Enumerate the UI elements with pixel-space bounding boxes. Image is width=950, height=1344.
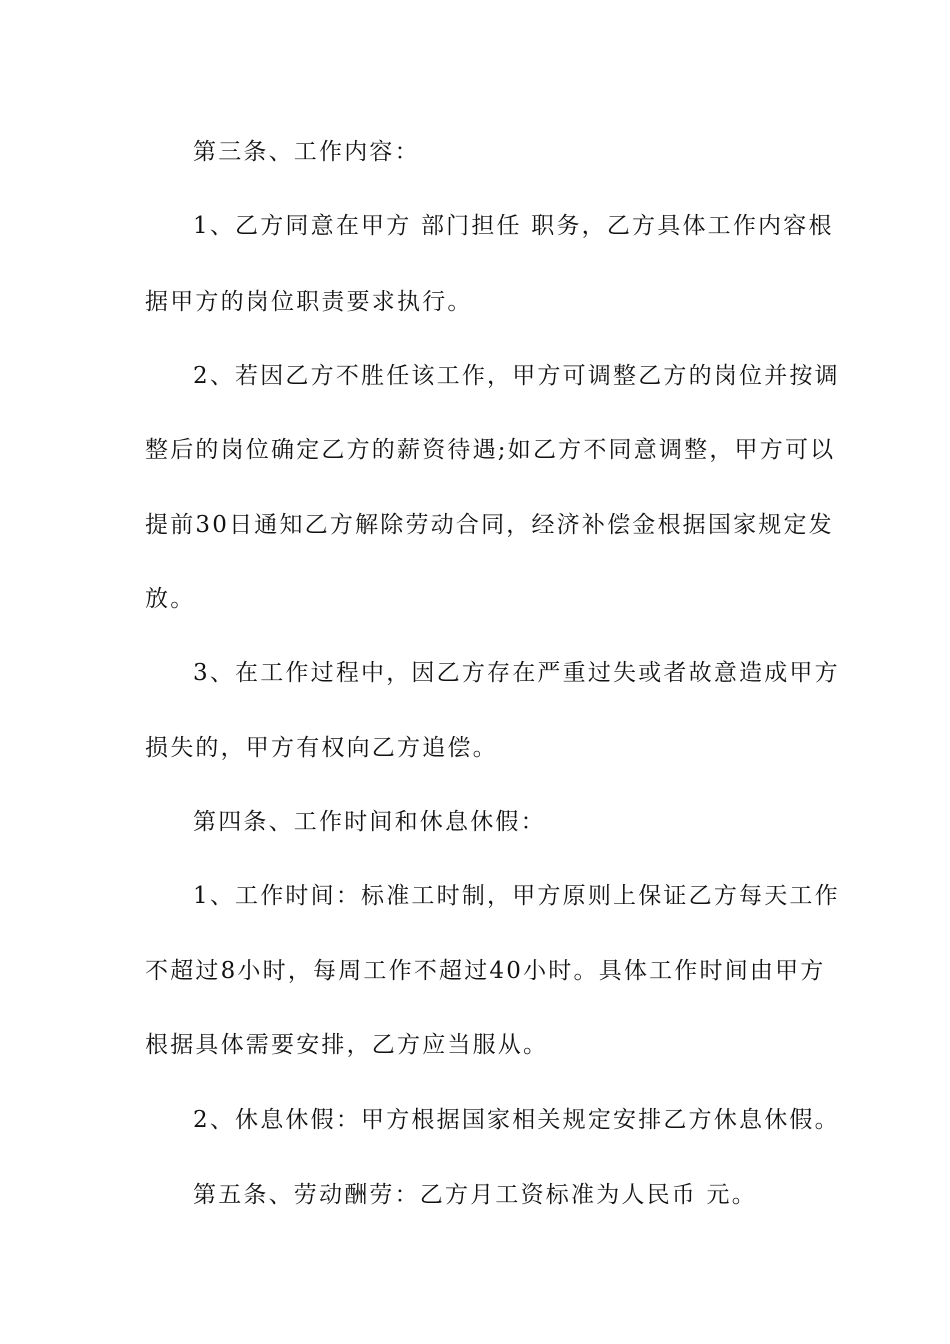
clause-4-1-line-2: 不超过8小时，每周工作不超过40小时。具体工作时间由甲方 xyxy=(145,958,826,984)
clause-3-2-line-1: 2、若因乙方不胜任该工作，甲方可调整乙方的岗位并按调 xyxy=(193,363,840,389)
clause-3-2-line-2: 整后的岗位确定乙方的薪资待遇;如乙方不同意调整，甲方可以 xyxy=(145,437,836,463)
clause-3-3-line-1: 3、在工作过程中，因乙方存在严重过失或者故意造成甲方 xyxy=(193,660,840,686)
document-page xyxy=(145,0,840,1344)
clause-3-2-line-4: 放。 xyxy=(145,586,196,612)
clause-4-1-line-3: 根据具体需要安排，乙方应当服从。 xyxy=(145,1032,549,1058)
clause-3-1-line-1: 1、乙方同意在甲方 部门担任 职务，乙方具体工作内容根 xyxy=(193,213,834,239)
clause-3-3-line-2: 损失的，甲方有权向乙方追偿。 xyxy=(145,735,498,761)
clause-4-2-line-1: 2、休息休假：甲方根据国家相关规定安排乙方休息休假。 xyxy=(193,1107,840,1133)
clause-3-1-line-2: 据甲方的岗位职责要求执行。 xyxy=(145,289,473,315)
article-4-heading: 第四条、工作时间和休息休假： xyxy=(193,809,546,835)
article-5-line-1: 第五条、劳动酬劳：乙方月工资标准为人民币 元。 xyxy=(193,1182,757,1208)
clause-3-2-line-3: 提前30日通知乙方解除劳动合同，经济补偿金根据国家规定发 xyxy=(145,512,834,538)
article-3-heading: 第三条、工作内容： xyxy=(193,139,420,165)
clause-4-1-line-1: 1、工作时间：标准工时制，甲方原则上保证乙方每天工作 xyxy=(193,883,840,909)
